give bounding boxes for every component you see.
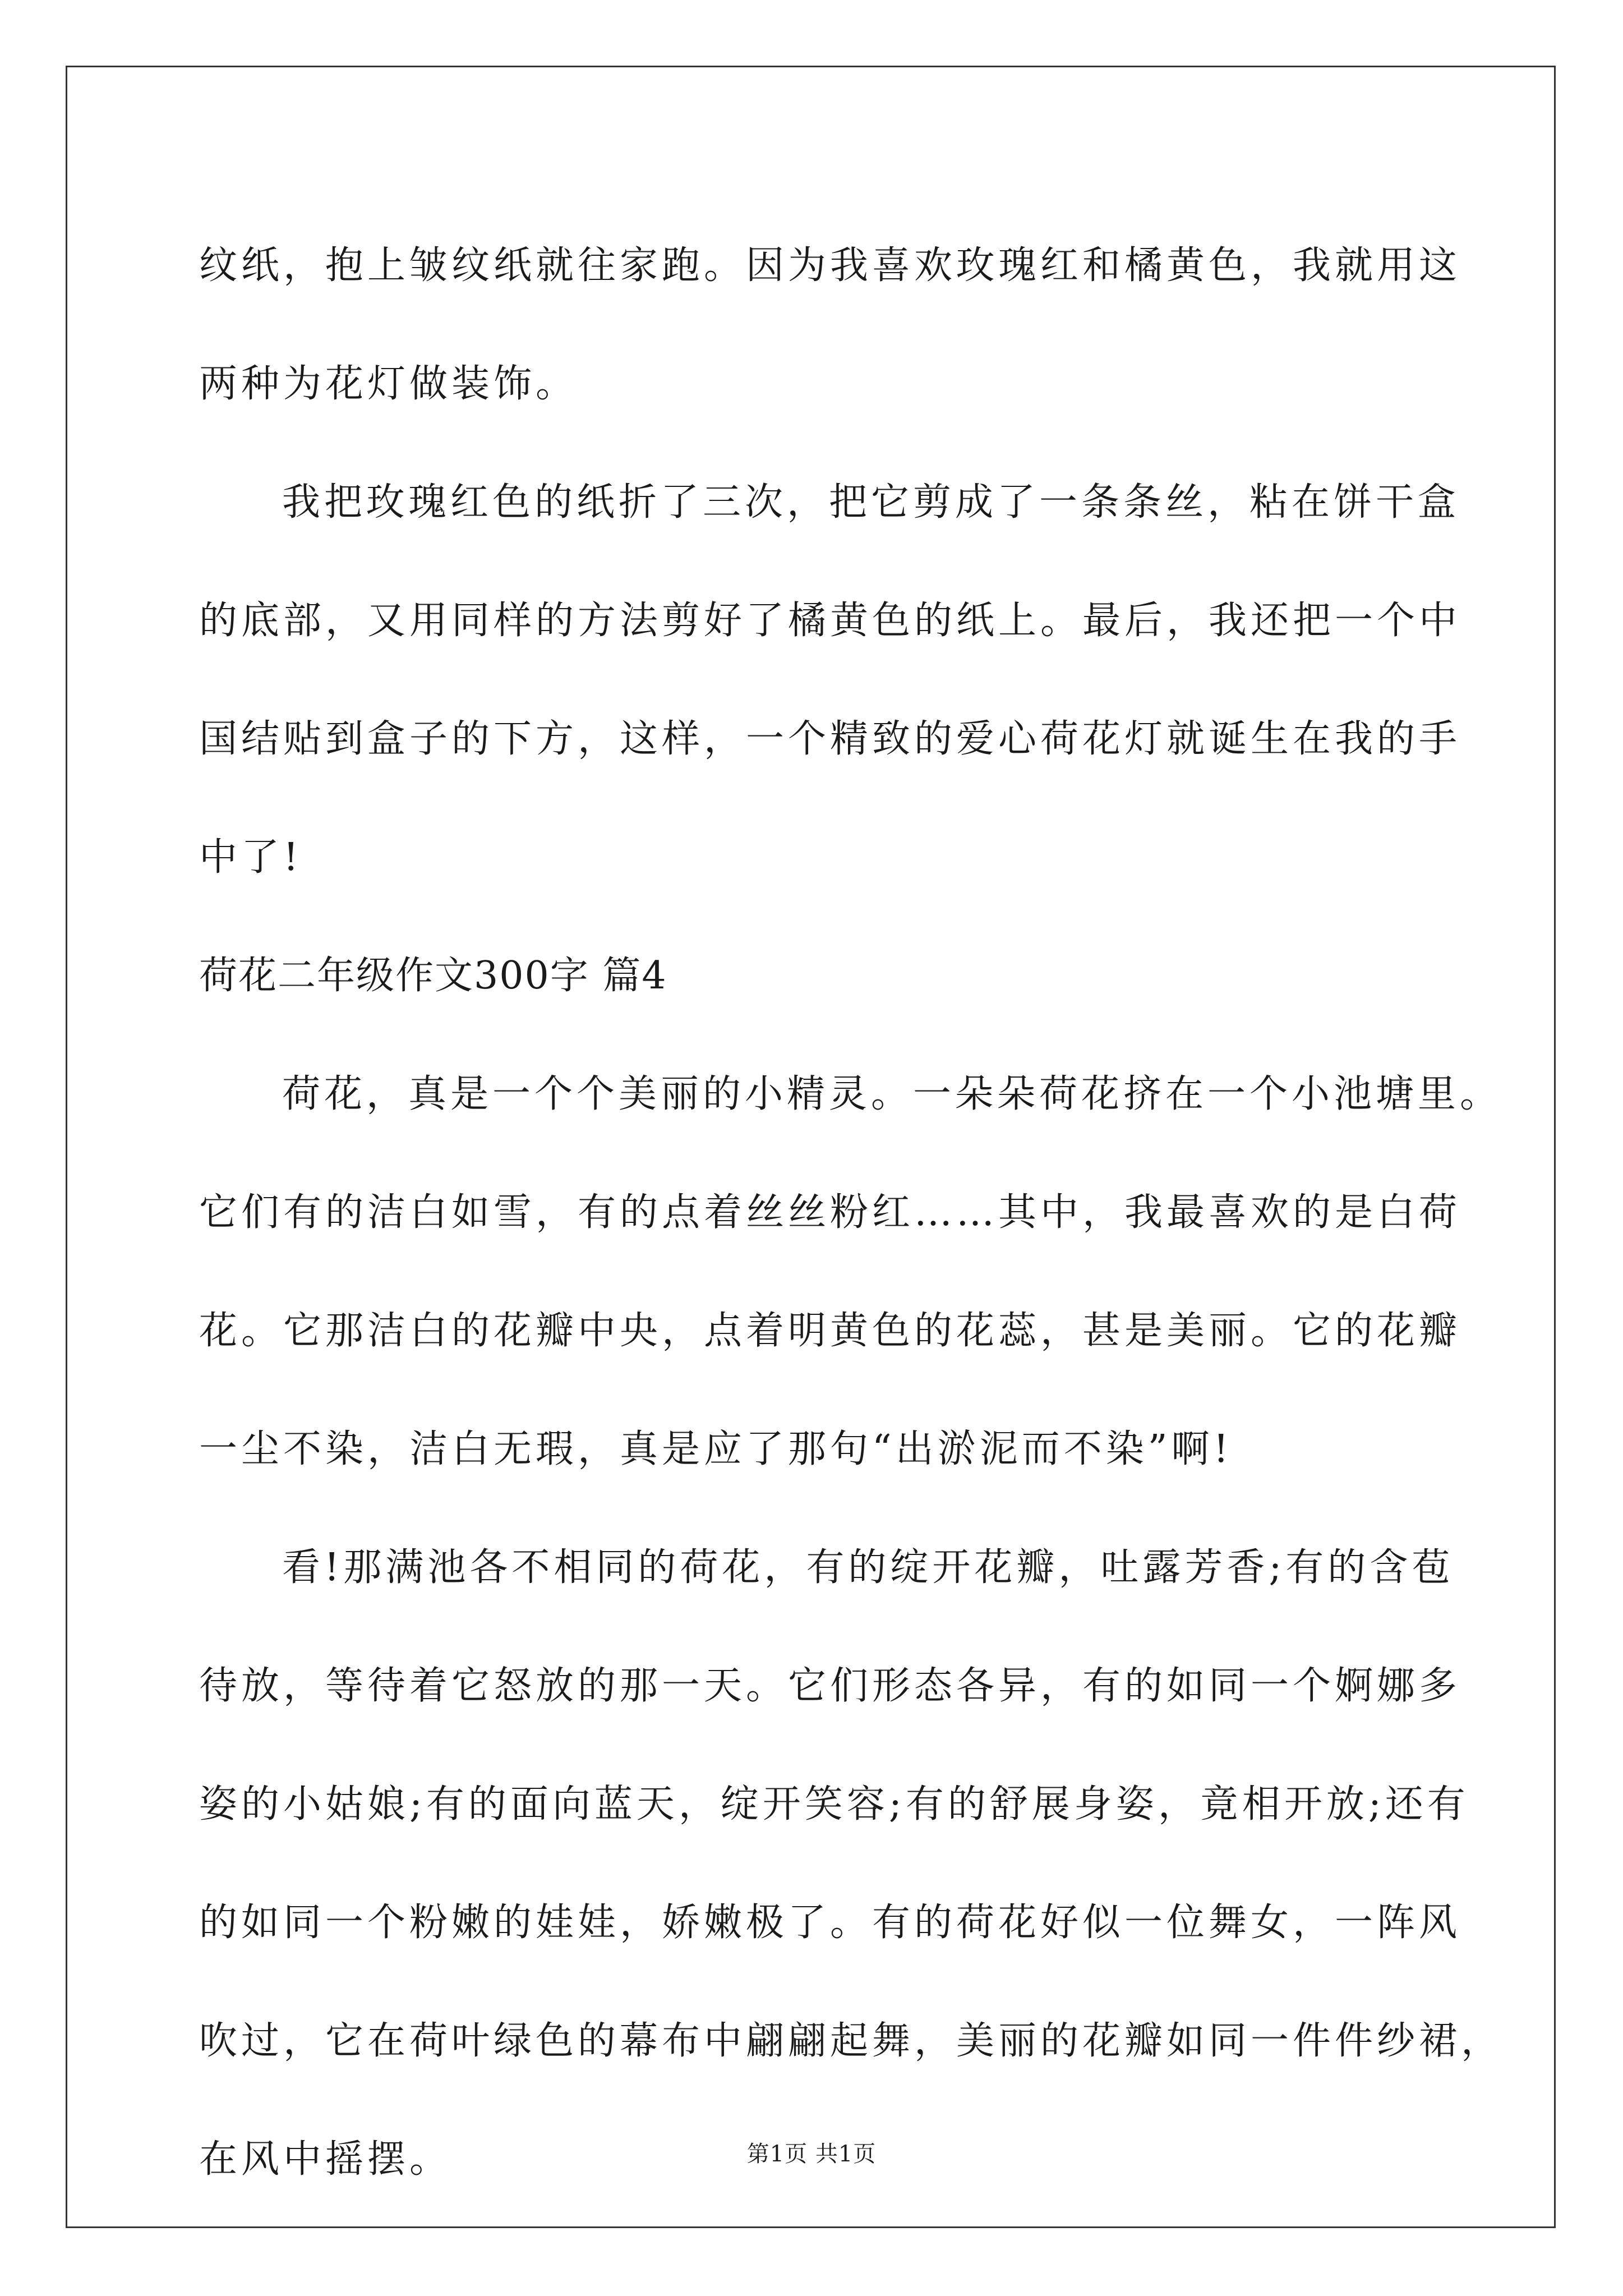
text-line: 两种为花灯做装饰。 bbox=[199, 362, 578, 406]
text-line: 荷花，真是一个个美丽的小精灵。一朵朵荷花挤在一个小池塘里。 bbox=[282, 1072, 1502, 1116]
text-line: 国结贴到盒子的下方，这样，一个精致的爱心荷花灯就诞生在我的手 bbox=[199, 717, 1461, 761]
text-line: 吹过，它在荷叶绿色的幕布中翩翩起舞，美丽的花瓣如同一件件纱裙， bbox=[199, 2019, 1504, 2063]
text-line: 中了! bbox=[199, 835, 303, 880]
text-line: 我把玫瑰红色的纸折了三次，把它剪成了一条条丝，粘在饼干盒 bbox=[282, 480, 1460, 524]
text-line: 它们有的洁白如雪，有的点着丝丝粉红……其中，我最喜欢的是白荷 bbox=[199, 1190, 1461, 1235]
text-line: 在风中摇摆。 bbox=[199, 2137, 452, 2182]
text-line: 一尘不染，洁白无瑕，真是应了那句“出淤泥而不染”啊! bbox=[199, 1427, 1233, 1471]
text-line: 姿的小姑娘;有的面向蓝天，绽开笑容;有的舒展身姿，竟相开放;还有 bbox=[199, 1782, 1469, 1826]
text-line: 的如同一个粉嫩的娃娃，娇嫩极了。有的荷花好似一位舞女，一阵风 bbox=[199, 1901, 1461, 1945]
document-body bbox=[199, 206, 1504, 2219]
text-line: 纹纸，抱上皱纹纸就往家跑。因为我喜欢玫瑰红和橘黄色，我就用这 bbox=[199, 243, 1461, 288]
text-line: 的底部，又用同样的方法剪好了橘黄色的纸上。最后，我还把一个中 bbox=[199, 599, 1461, 643]
text-line: 花。它那洁白的花瓣中央，点着明黄色的花蕊，甚是美丽。它的花瓣 bbox=[199, 1309, 1461, 1353]
text-line: 待放，等待着它怒放的那一天。它们形态各异，有的如同一个婀娜多 bbox=[199, 1664, 1461, 1708]
text-line: 看!那满池各不相同的荷花，有的绽开花瓣，吐露芳香;有的含苞 bbox=[282, 1545, 1454, 1590]
section-heading: 荷花二年级作文300字 篇4 bbox=[199, 954, 667, 998]
page-number-footer: 第1页 共1页 bbox=[746, 2141, 877, 2167]
